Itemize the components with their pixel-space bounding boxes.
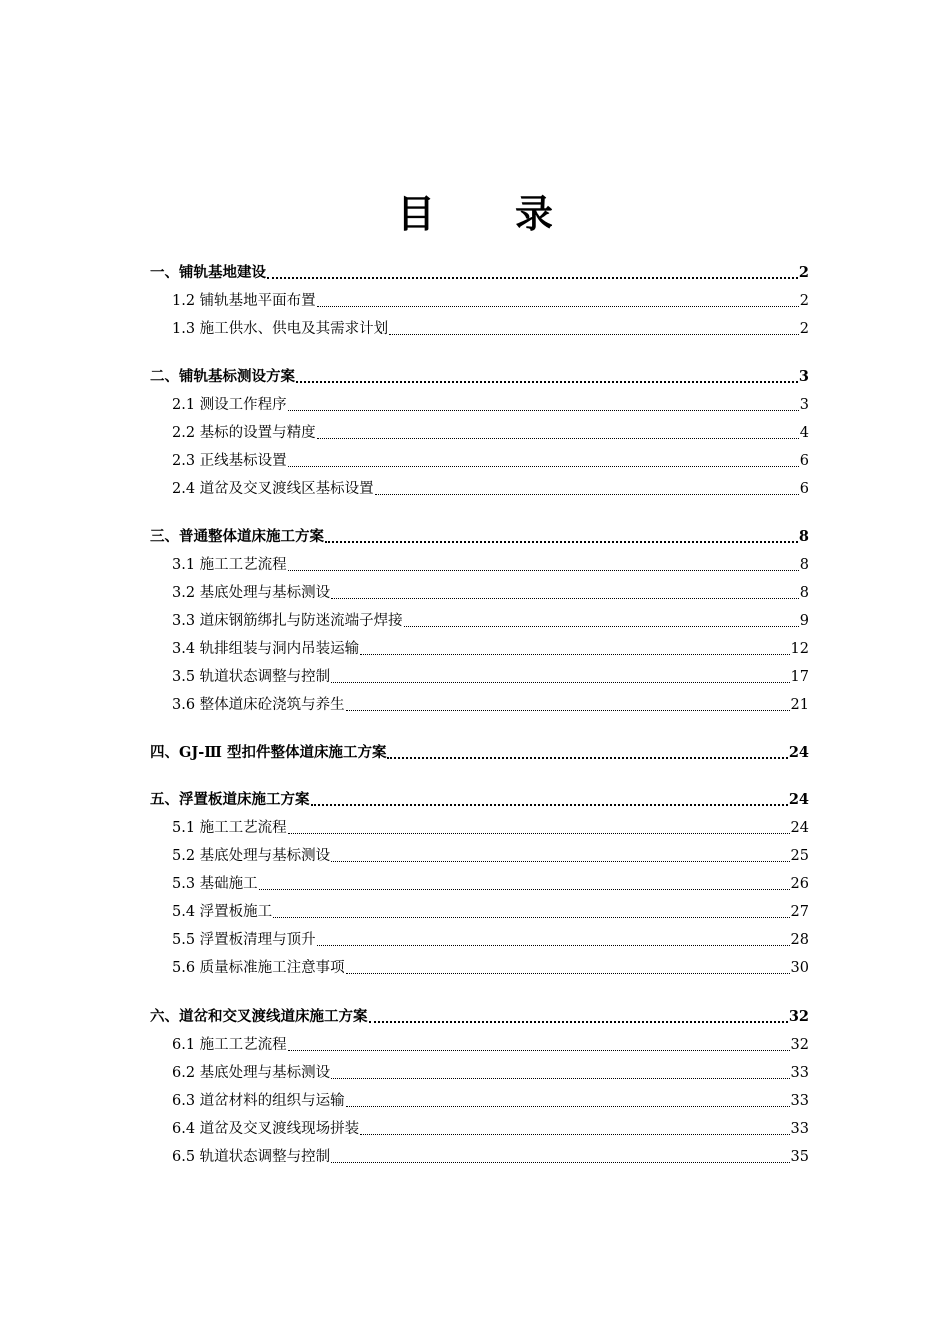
toc-page-number: 8 bbox=[799, 585, 809, 601]
toc-entry-label: 5.5 浮置板清理与顶升 bbox=[172, 932, 316, 948]
toc-entry-label: 1.3 施工供水、供电及其需求计划 bbox=[172, 321, 389, 337]
toc-dot-leader bbox=[375, 479, 799, 495]
toc-page-number: 2 bbox=[799, 321, 809, 337]
toc-chapter-entry[interactable] bbox=[150, 527, 809, 547]
toc-dot-leader bbox=[389, 319, 799, 335]
toc-section-entry[interactable] bbox=[150, 639, 809, 659]
toc-page-number: 8 bbox=[798, 528, 809, 545]
toc-entry-label: 三、普通整体道床施工方案 bbox=[150, 528, 324, 545]
toc-dot-leader bbox=[317, 423, 799, 439]
toc-dot-leader bbox=[331, 1147, 789, 1163]
toc-page-number: 24 bbox=[790, 820, 809, 836]
page-title bbox=[0, 188, 950, 240]
toc-chapter-entry[interactable] bbox=[150, 790, 809, 810]
toc-page-number: 24 bbox=[788, 791, 809, 808]
toc-section-entry[interactable] bbox=[150, 423, 809, 443]
toc-entry-label: 二、铺轨基标测设方案 bbox=[150, 368, 295, 385]
toc-page-number: 3 bbox=[798, 368, 809, 385]
toc-page-number: 2 bbox=[799, 293, 809, 309]
toc-entry-label: 5.2 基底处理与基标测设 bbox=[172, 848, 331, 864]
toc-entry-label: 6.1 施工工艺流程 bbox=[172, 1037, 287, 1053]
toc-dot-leader bbox=[288, 451, 799, 467]
toc-section-entry[interactable] bbox=[150, 874, 809, 894]
toc-dot-leader bbox=[360, 639, 789, 655]
toc-dot-leader bbox=[369, 1007, 788, 1023]
toc-page-number: 8 bbox=[799, 557, 809, 573]
toc-section-entry[interactable] bbox=[150, 902, 809, 922]
toc-entry-label: 2.1 测设工作程序 bbox=[172, 397, 287, 413]
toc-entry-label: 6.4 道岔及交叉渡线现场拼装 bbox=[172, 1121, 360, 1137]
toc-dot-leader bbox=[360, 1119, 789, 1135]
toc-dot-leader bbox=[331, 1063, 789, 1079]
toc-section-entry[interactable] bbox=[150, 1119, 809, 1139]
toc-entry-label: 5.6 质量标准施工注意事项 bbox=[172, 960, 345, 976]
toc-page-number: 33 bbox=[790, 1065, 809, 1081]
toc-chapter-entry[interactable] bbox=[150, 1007, 809, 1027]
toc-entry-label: 2.3 正线基标设置 bbox=[172, 453, 287, 469]
toc-entry-label: 6.5 轨道状态调整与控制 bbox=[172, 1149, 331, 1165]
toc-entry-label: 3.3 道床钢筋绑扎与防迷流端子焊接 bbox=[172, 613, 403, 629]
toc-page-number: 12 bbox=[790, 641, 809, 657]
toc-dot-leader bbox=[267, 263, 798, 279]
toc-chapter-entry[interactable] bbox=[150, 743, 809, 763]
toc-section-entry[interactable] bbox=[150, 319, 809, 339]
toc-dot-leader bbox=[346, 1091, 790, 1107]
toc-page-number: 27 bbox=[790, 904, 809, 920]
toc-entry-label: 3.2 基底处理与基标测设 bbox=[172, 585, 331, 601]
toc-page-number: 24 bbox=[788, 744, 809, 761]
toc-dot-leader bbox=[259, 874, 790, 890]
toc-section-entry[interactable] bbox=[150, 451, 809, 471]
toc-section-entry[interactable] bbox=[150, 1147, 809, 1167]
toc-entry-label: 1.2 铺轨基地平面布置 bbox=[172, 293, 316, 309]
toc-page-number: 3 bbox=[799, 397, 809, 413]
toc-section-entry[interactable] bbox=[150, 555, 809, 575]
toc-page-number: 28 bbox=[790, 932, 809, 948]
toc-section-entry[interactable] bbox=[150, 818, 809, 838]
toc-page-number: 6 bbox=[799, 481, 809, 497]
toc-entry-label: 3.1 施工工艺流程 bbox=[172, 557, 287, 573]
toc-chapter-entry[interactable] bbox=[150, 367, 809, 387]
toc-entry-label: 5.4 浮置板施工 bbox=[172, 904, 273, 920]
toc-page-number: 32 bbox=[788, 1008, 809, 1025]
toc-section-entry[interactable] bbox=[150, 667, 809, 687]
toc-section-entry[interactable] bbox=[150, 291, 809, 311]
title-char-1: 目 bbox=[396, 191, 435, 236]
toc-entry-label: 6.2 基底处理与基标测设 bbox=[172, 1065, 331, 1081]
toc-entry-label: 3.5 轨道状态调整与控制 bbox=[172, 669, 331, 685]
title-char-2: 录 bbox=[515, 191, 554, 236]
toc-dot-leader bbox=[331, 667, 789, 683]
toc-section-entry[interactable] bbox=[150, 958, 809, 978]
toc-page-number: 9 bbox=[799, 613, 809, 629]
toc-section-entry[interactable] bbox=[150, 395, 809, 415]
toc-dot-leader bbox=[331, 846, 789, 862]
toc-page-number: 17 bbox=[790, 669, 809, 685]
toc-dot-leader bbox=[273, 902, 789, 918]
toc-page-number: 30 bbox=[790, 960, 809, 976]
toc-dot-leader bbox=[317, 930, 790, 946]
toc-section-entry[interactable] bbox=[150, 479, 809, 499]
toc-entry-label: 6.3 道岔材料的组织与运输 bbox=[172, 1093, 345, 1109]
toc-section-entry[interactable] bbox=[150, 1063, 809, 1083]
toc-page-number: 35 bbox=[790, 1149, 809, 1165]
toc-dot-leader bbox=[288, 1035, 790, 1051]
toc-page-number: 21 bbox=[790, 697, 809, 713]
toc-dot-leader bbox=[346, 695, 790, 711]
toc-section-entry[interactable] bbox=[150, 930, 809, 950]
toc-page-number: 26 bbox=[790, 876, 809, 892]
toc-dot-leader bbox=[288, 395, 799, 411]
toc-entry-label: 5.3 基础施工 bbox=[172, 876, 258, 892]
toc-section-entry[interactable] bbox=[150, 1091, 809, 1111]
toc-section-entry[interactable] bbox=[150, 846, 809, 866]
toc-entry-label: 3.4 轨排组装与洞内吊装运输 bbox=[172, 641, 360, 657]
toc-page-number: 6 bbox=[799, 453, 809, 469]
toc-dot-leader bbox=[325, 527, 798, 543]
toc-section-entry[interactable] bbox=[150, 583, 809, 603]
toc-page-number: 32 bbox=[790, 1037, 809, 1053]
toc-dot-leader bbox=[288, 555, 799, 571]
toc-entry-label: 2.2 基标的设置与精度 bbox=[172, 425, 316, 441]
toc-page-number: 25 bbox=[790, 848, 809, 864]
toc-dot-leader bbox=[404, 611, 799, 627]
toc-section-entry[interactable] bbox=[150, 611, 809, 631]
toc-entry-label: 2.4 道岔及交叉渡线区基标设置 bbox=[172, 481, 374, 497]
toc-dot-leader bbox=[311, 790, 788, 806]
toc-entry-label: 六、道岔和交叉渡线道床施工方案 bbox=[150, 1008, 368, 1025]
toc-page-number: 33 bbox=[790, 1121, 809, 1137]
toc-dot-leader bbox=[296, 367, 798, 383]
toc-dot-leader bbox=[331, 583, 799, 599]
toc-dot-leader bbox=[387, 743, 787, 759]
toc-page-number: 33 bbox=[790, 1093, 809, 1109]
toc-dot-leader bbox=[346, 958, 790, 974]
toc-chapter-entry[interactable] bbox=[150, 263, 809, 283]
toc-entry-label: 四、GJ-Ⅲ 型扣件整体道床施工方案 bbox=[150, 744, 387, 761]
toc-entry-label: 五、浮置板道床施工方案 bbox=[150, 791, 310, 808]
toc-entry-label: 一、铺轨基地建设 bbox=[150, 264, 266, 281]
toc-dot-leader bbox=[317, 291, 799, 307]
toc-page-number: 4 bbox=[799, 425, 809, 441]
toc-page-number: 2 bbox=[798, 264, 809, 281]
toc-entry-label: 3.6 整体道床砼浇筑与养生 bbox=[172, 697, 345, 713]
toc-section-entry[interactable] bbox=[150, 695, 809, 715]
toc-dot-leader bbox=[288, 818, 790, 834]
toc-section-entry[interactable] bbox=[150, 1035, 809, 1055]
toc-entry-label: 5.1 施工工艺流程 bbox=[172, 820, 287, 836]
